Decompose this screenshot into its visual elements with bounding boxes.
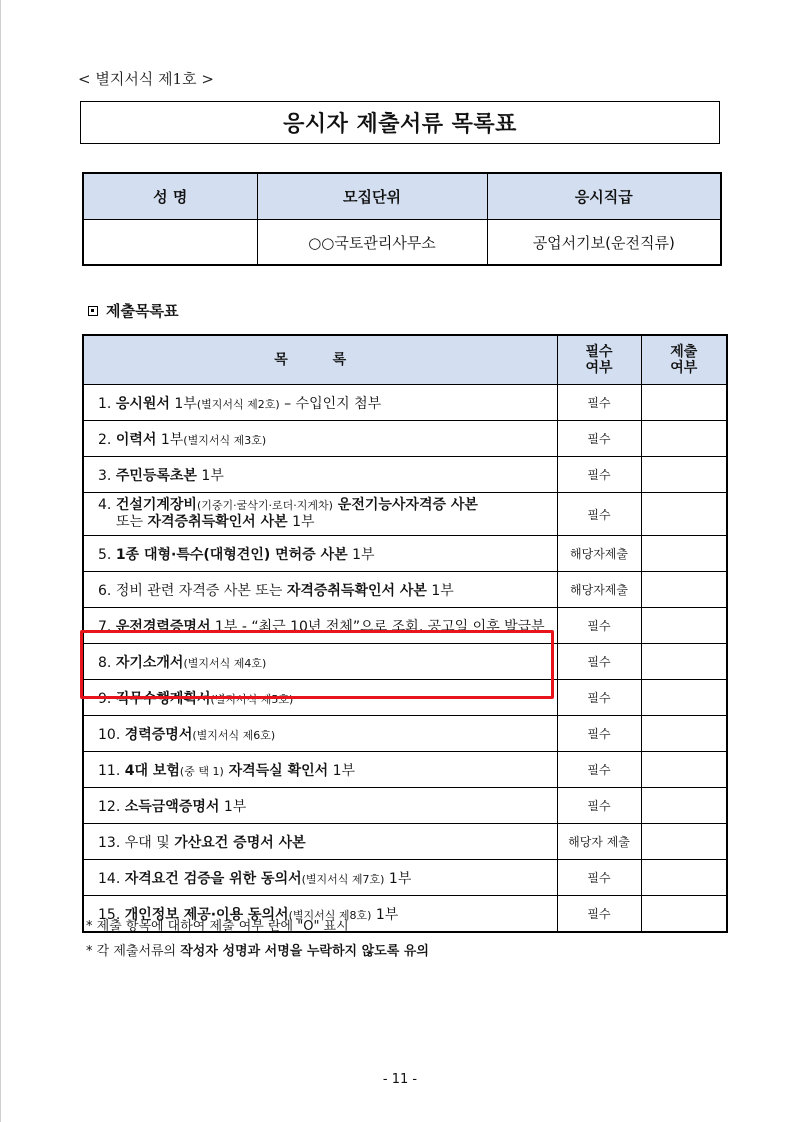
item-number: 7. [98, 618, 112, 635]
item-line-2 [98, 514, 556, 532]
required-cell: 필수 [557, 457, 641, 493]
item-cell [83, 716, 557, 752]
item-name: 자격증취득확인서 사본 [286, 582, 427, 599]
item-cell [83, 824, 557, 860]
item-number: 5. [98, 546, 112, 563]
item-cell [83, 536, 557, 572]
table-row [83, 824, 727, 860]
submitted-cell[interactable] [641, 457, 727, 493]
item-number: 11. [98, 762, 121, 779]
item-number: 1. [98, 395, 112, 412]
table-row [83, 457, 727, 493]
table-row [83, 493, 727, 536]
item-cell [83, 788, 557, 824]
submitted-cell[interactable] [641, 421, 727, 457]
item-rest2: – 수입인지 첨부 [279, 395, 382, 412]
required-cell: 해당자제출 [557, 572, 641, 608]
name-header: 성 명 [83, 173, 257, 220]
item-cell [83, 752, 557, 788]
list-header-required: 필수 여부 [557, 335, 641, 385]
submitted-cell[interactable] [641, 608, 727, 644]
item-form-ref: (별지서식 제3호) [183, 433, 267, 447]
table-row [83, 421, 727, 457]
note-2-bold: 작성자 성명과 서명을 누락하지 않도록 유의 [180, 944, 429, 959]
item-name: 이력서 [115, 431, 157, 448]
submitted-cell[interactable] [641, 860, 727, 896]
item-number: 12. [98, 798, 121, 815]
submitted-cell[interactable] [641, 824, 727, 860]
item-line [98, 760, 556, 780]
submitted-cell[interactable] [641, 385, 727, 421]
submitted-cell[interactable] [641, 572, 727, 608]
submitted-cell[interactable] [641, 896, 727, 933]
table-row [83, 536, 727, 572]
item-number: 9. [98, 690, 112, 707]
grade-header: 응시직급 [487, 173, 721, 220]
note-2-prefix: * 각 제출서류의 [86, 944, 181, 959]
item-prefix: 정비 관련 자격증 사본 또는 [115, 582, 287, 599]
page-number: - 11 - [382, 1072, 418, 1087]
submitted-cell[interactable] [641, 716, 727, 752]
item-line [98, 868, 556, 888]
applicant-info-table [82, 172, 722, 266]
required-cell: 필수 [557, 608, 641, 644]
item-line [98, 393, 556, 413]
title-text: 응시자 제출서류 목록표 [283, 112, 517, 137]
item-form-ref: (별지서식 제6호) [192, 728, 276, 742]
item-name: 자기소개서 [115, 654, 184, 671]
required-cell: 필수 [557, 752, 641, 788]
item-rest2: 1부 [384, 870, 412, 887]
required-cell: 필수 [557, 860, 641, 896]
item-line [98, 544, 556, 564]
unit-header: 모집단위 [257, 173, 487, 220]
item-name: 1종 대형·특수(대형견인) 면허증 사본 [115, 546, 348, 563]
table-row [83, 716, 727, 752]
item-form-ref: (별지서식 제5호) [210, 692, 294, 706]
item-rest: 1부 - “최근 10년 전체”으로 조회, 공고일 이후 발급분 [210, 618, 545, 635]
item-name: 가산요건 증명서 사본 [174, 834, 306, 851]
item-line2-rest: 1부 [287, 514, 315, 530]
item-cell [83, 421, 557, 457]
submitted-cell[interactable] [641, 536, 727, 572]
item-line [98, 580, 556, 600]
item-name: 운전경력증명서 [115, 618, 211, 635]
item-line [98, 832, 556, 852]
item-name: 개인정보 제공·이용 동의서 [124, 906, 289, 923]
item-rest2: 1부 [371, 906, 399, 923]
item-cell [83, 457, 557, 493]
submitted-cell[interactable] [641, 644, 727, 680]
item-cell [83, 572, 557, 608]
item-cell [83, 493, 557, 536]
note-2 [86, 940, 429, 959]
item-number: 8. [98, 654, 112, 671]
table-row [83, 385, 727, 421]
section-title-text: 제출목록표 [106, 302, 179, 320]
item-rest: 1부 [426, 582, 454, 599]
item-line2-prefix: 또는 [116, 514, 148, 530]
item-rest: 1부 [219, 798, 247, 815]
item-line [98, 796, 556, 816]
item-rest: 1부 [169, 395, 197, 412]
unit-cell: ○○국토관리사무소 [257, 220, 487, 266]
item-rest2: 1부 [328, 762, 356, 779]
item-number: 13. [98, 834, 121, 851]
item-line [98, 724, 556, 744]
required-cell: 필수 [557, 896, 641, 933]
form-label: < 별지서식 제1호 > [78, 70, 214, 88]
item-name: 경력증명서 [124, 726, 193, 743]
required-cell: 필수 [557, 680, 641, 716]
item-form-ref: (기중기·굴삭기·로더·지게차) [196, 498, 333, 512]
item-form-ref: (별지서식 제8호) [288, 908, 372, 922]
required-cell: 필수 [557, 716, 641, 752]
item-number: 10. [98, 726, 121, 743]
item-form-ref: (별지서식 제2호) [196, 397, 280, 411]
item-rest: 1부 [196, 467, 224, 484]
item-prefix: 우대 및 [124, 834, 175, 851]
submitted-cell[interactable] [641, 493, 727, 536]
item-line [98, 429, 556, 449]
square-bullet-icon [88, 306, 98, 316]
item-cell [83, 860, 557, 896]
item-name: 주민등록초본 [115, 467, 197, 484]
required-cell: 필수 [557, 788, 641, 824]
item-number: 6. [98, 582, 112, 599]
required-cell: 필수 [557, 421, 641, 457]
item-name2: 자격득실 확인서 [223, 762, 329, 779]
highlight-box [80, 630, 554, 699]
note-1: * 제출 항목에 대하여 제출 여부 란에 "O" 표시 [86, 919, 349, 934]
page-edge [0, 0, 1, 1122]
required-cell: 필수 [557, 644, 641, 680]
item-name: 자격요건 검증을 위한 동의서 [124, 870, 302, 887]
required-cell: 해당자 제출 [557, 824, 641, 860]
name-cell[interactable] [83, 220, 257, 266]
section-title [88, 300, 178, 321]
table-row [83, 860, 727, 896]
table-row [83, 752, 727, 788]
table-row [83, 572, 727, 608]
item-name: 응시원서 [115, 395, 170, 412]
item-line2-name: 자격증취득확인서 사본 [147, 514, 288, 530]
item-rest: 1부 [156, 431, 184, 448]
item-number: 2. [98, 431, 112, 448]
item-number: 3. [98, 467, 112, 484]
document-title [80, 101, 720, 144]
item-form-ref: (별지서식 제4호) [183, 656, 267, 670]
item-name: 직무수행계획서 [115, 690, 211, 707]
table-row [83, 788, 727, 824]
item-line [98, 497, 556, 515]
item-name: 건설기계장비 [115, 496, 197, 513]
item-number: 14. [98, 870, 121, 887]
item-name: 4대 보험 [124, 762, 180, 779]
item-form-ref: (별지서식 제7호) [301, 872, 385, 886]
item-line [98, 465, 556, 485]
item-number: 15. [98, 906, 121, 923]
item-cell [83, 385, 557, 421]
list-header-submitted: 제출 여부 [641, 335, 727, 385]
item-number: 4. [98, 496, 112, 513]
list-header-item: 목 록 [83, 335, 557, 385]
required-cell: 필수 [557, 385, 641, 421]
item-form-ref: (중 택 1) [179, 764, 224, 778]
required-cell: 해당자제출 [557, 536, 641, 572]
item-rest: 1부 [347, 546, 375, 563]
submitted-cell[interactable] [641, 752, 727, 788]
submitted-cell[interactable] [641, 680, 727, 716]
item-name2: 운전기능사자격증 사본 [332, 496, 478, 513]
submitted-cell[interactable] [641, 788, 727, 824]
item-name: 소득금액증명서 [124, 798, 220, 815]
grade-cell: 공업서기보(운전직류) [487, 220, 721, 266]
required-cell: 필수 [557, 493, 641, 536]
